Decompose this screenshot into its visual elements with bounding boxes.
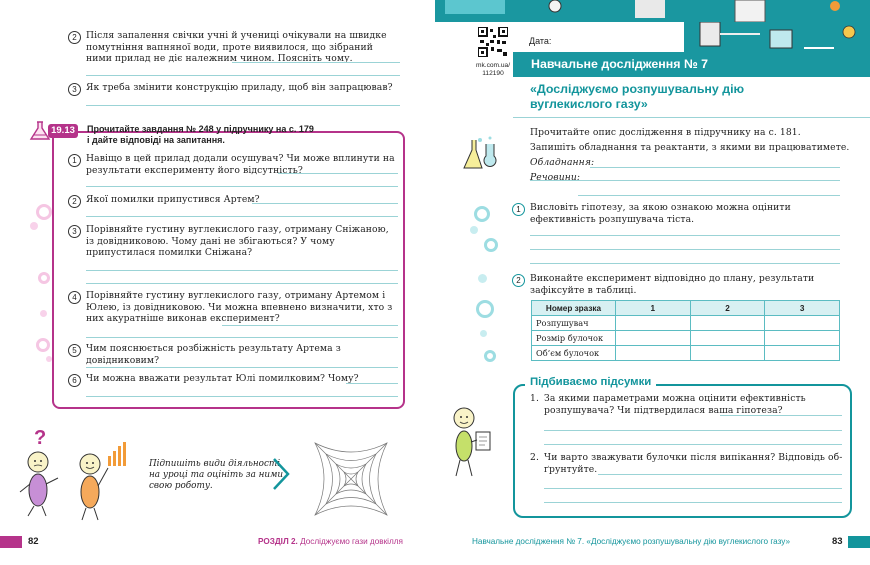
summary-title: Підбиваємо підсумки [525,376,656,388]
question-character-illustration [16,428,66,522]
table-row [532,331,840,346]
answer-line[interactable] [86,270,398,271]
table-cell[interactable] [690,316,765,331]
intro-text: Запишіть обладнання та реактанти, з якими ви працюватимете. [530,142,850,153]
answer-line[interactable] [544,444,842,445]
results-table [531,300,840,361]
qr-side-bar [435,22,513,78]
footer-page-tab [848,536,870,548]
decor-dot [480,330,487,337]
table-header-row [532,301,840,316]
arrow-right-icon [270,456,292,496]
task-heading [87,124,314,146]
task-heading-line: Прочитайте завдання № 248 у підручнику на с. 179 [87,124,314,134]
question-text: Виконайте експеримент відповідно до плану, результати зафіксуйте в таблиці. [530,273,815,296]
question-number: 2 [68,31,81,44]
equipment-line[interactable] [590,167,840,168]
summary-number: 1. [530,393,539,404]
question-text: Висловіть гіпотезу, за якою ознакою можна оцінити ефективність розпушувача тіста. [530,202,791,225]
page-number: 82 [28,536,39,547]
answer-line[interactable] [86,367,398,368]
decor-dot [478,274,487,283]
reagents-label: Речовини: [530,172,581,183]
answer-line[interactable] [544,502,842,503]
question-text: Навіщо в цей прилад додали осушувач? Чи може вплинути на результати експерименту його відсутність? [86,153,395,176]
table-cell[interactable] [616,316,691,331]
page-number: 83 [832,536,843,547]
table-cell[interactable] [765,346,840,361]
qr-site: mk.com.ua/ [475,62,511,69]
decor-ring [36,204,52,220]
question-text: Чим пояснюється розбіжність результату Артема з довідниковим? [86,343,341,366]
decor-dot [46,356,52,362]
hint-line: на уроці та оцініть за ними [149,470,284,480]
date-line[interactable] [556,46,666,47]
table-row-label: Розмір булочок [532,331,616,346]
hint-text [149,459,283,492]
table-row [532,316,840,331]
table-cell[interactable] [765,316,840,331]
chart-character-illustration [70,440,132,526]
table-row-label: Об’єм булочок [532,346,616,361]
decor-ring [36,338,50,352]
answer-line[interactable] [86,283,398,284]
table-cell[interactable] [690,331,765,346]
question-number: 3 [68,225,81,238]
answer-line[interactable] [86,75,400,76]
table-cell[interactable] [690,346,765,361]
table-header-cell: 1 [616,301,691,316]
question-text: Як треба змінити конструкцію приладу, щоб він запрацював? [86,82,393,93]
date-label: Дата: [529,36,552,46]
subtitle-line: «Досліджуємо розпушувальну дію [530,82,745,96]
equipment-label: Обладнання: [530,157,595,168]
decor-ring [476,300,494,318]
intro-text: Прочитайте опис дослідження в підручнику на с. 181. [530,127,801,138]
question-text: Порівняйте густину вуглекислого газу, отриману Артемом і Юлею, із довідниковою. Чи можна впевнено визначити, хто з них акуратніше виконав експеримент? [86,290,393,324]
question-text: Чи можна вважати результат Юлі помилковим? Чому? [86,373,359,384]
decor-dot [470,226,478,234]
question-number: 5 [68,344,81,357]
question-text: Якої помилки припустився Артем? [86,194,260,205]
decor-ring [484,350,496,362]
hint-line: свою роботу. [149,481,213,491]
question-text: Після запалення свічки учні й учениці очікували на швидке помутніння вапняної води, проте виявилося, що зібраний ними прилад не діє належним чином. Поясніть чому. [86,30,387,64]
question-number: 3 [68,83,81,96]
answer-line[interactable] [346,383,398,384]
flasks-icon [460,134,500,178]
lab-illustration-banner [435,0,870,22]
section-footer [258,537,403,546]
section-title: Досліджуємо гази довкілля [300,537,403,546]
section-label: РОЗДІЛ 2. [258,537,298,546]
task-number-badge: 19.13 [48,124,78,138]
answer-line[interactable] [530,263,840,264]
table-row [532,346,840,361]
table-cell[interactable] [616,346,691,361]
svg-text:?: ? [34,428,47,449]
decor-ring [484,238,498,252]
table-header-cell: 3 [765,301,840,316]
thinking-character-illustration [446,404,498,484]
answer-line[interactable] [278,173,398,174]
answer-line[interactable] [86,337,398,338]
section-rule [513,117,870,118]
summary-text: За якими параметрами можна оцінити ефективність розпушувача? Чи підтвердилася ваша гіпотеза? [544,393,806,416]
answer-line[interactable] [86,105,400,106]
answer-line[interactable] [530,249,840,250]
decor-ring [38,272,50,284]
question-number: 1 [68,154,81,167]
summary-text: Чи варто зважувати булочки після випікання? Відповідь обґрунтуйте. [544,452,843,475]
answer-line[interactable] [720,415,842,416]
reagents-line[interactable] [578,195,840,196]
table-header-cell: 2 [690,301,765,316]
answer-line[interactable] [252,203,398,204]
question-number: 1 [512,203,525,216]
question-number: 2 [68,195,81,208]
answer-line[interactable] [544,430,842,431]
answer-line[interactable] [530,235,840,236]
research-subtitle [530,82,744,111]
answer-line[interactable] [86,396,398,397]
table-header-cell: Номер зразка [532,301,616,316]
research-footer: Навчальне дослідження № 7. «Досліджуємо розпушувальну дію вуглекислого газу» [472,537,790,546]
question-number: 2 [512,274,525,287]
decor-dot [40,310,47,317]
table-row-label: Розпушувач [532,316,616,331]
question-number: 4 [68,291,81,304]
answer-line[interactable] [86,216,398,217]
question-number: 6 [68,374,81,387]
table-cell[interactable] [765,331,840,346]
answer-line[interactable] [598,474,842,475]
answer-line[interactable] [222,325,398,326]
lab-illustration [684,22,870,52]
answer-line[interactable] [86,186,398,187]
qr-number: 112190 [482,70,504,77]
rating-web-diagram[interactable] [313,441,389,521]
hint-line: Підпишіть види діяльності [149,459,281,469]
footer-page-tab [0,536,22,548]
decor-ring [474,206,490,222]
summary-number: 2. [530,452,539,463]
question-text: Порівняйте густину вуглекислого газу, отриману Сніжаною, із довідниковою. Чому дані не збігаються? У чому припустилася помилки Сніжана? [86,224,389,258]
table-cell[interactable] [616,331,691,346]
task-heading-line: і дайте відповіді на запитання. [87,135,225,145]
subtitle-line: вуглекислого газу» [530,96,648,111]
answer-line[interactable] [544,488,842,489]
answer-line[interactable] [232,62,400,63]
research-title-bar: Навчальне дослідження № 7 [513,52,870,77]
decor-dot [30,222,38,230]
